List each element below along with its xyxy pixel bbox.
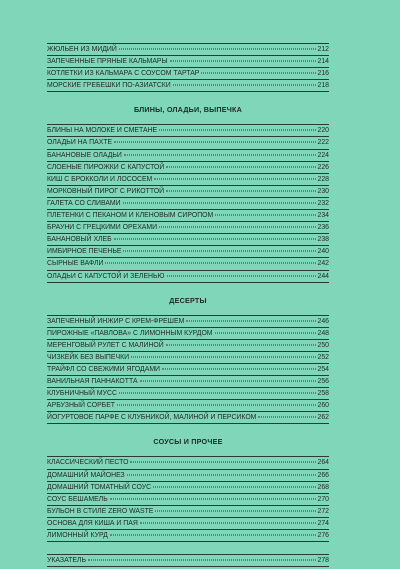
entry-page-number: 258	[317, 390, 329, 398]
dot-leader	[201, 73, 315, 74]
dot-leader	[173, 85, 316, 86]
entry-page-number: 246	[317, 317, 329, 325]
dot-leader	[123, 202, 316, 203]
dot-leader	[88, 560, 316, 561]
entry-page-number: 228	[317, 175, 329, 183]
entry-title: ОСНОВА ДЛЯ КИША И ПАЯ	[47, 519, 138, 527]
entry-title: БАНАНОВЫЕ ОЛАДЬИ	[47, 151, 122, 159]
toc-entry[interactable]	[47, 364, 329, 375]
entry-page-number: 226	[317, 163, 329, 171]
toc-section	[47, 43, 329, 92]
entry-title: ПИРОЖНЫЕ «ПАВЛОВА» С ЛИМОННЫМ КУРДОМ	[47, 329, 213, 337]
dot-leader	[124, 154, 316, 155]
entry-page-number: 222	[317, 139, 329, 147]
dot-leader	[154, 178, 315, 179]
toc-entry[interactable]	[47, 352, 329, 363]
dot-leader	[110, 535, 316, 536]
toc-entry[interactable]	[47, 518, 329, 529]
entry-page-number: 224	[317, 151, 329, 159]
toc-entry[interactable]	[47, 494, 329, 505]
toc-entry[interactable]	[47, 125, 329, 136]
dot-leader	[110, 498, 316, 499]
entry-title: СОУС БЕШАМЕЛЬ	[47, 495, 108, 503]
entry-page-number: 242	[317, 260, 329, 268]
entry-title: ЧИЗКЕЙК БЕЗ ВЫПЕЧКИ	[47, 353, 130, 361]
entry-title: МОРСКИЕ ГРЕБЕШКИ ПО-АЗИАТСКИ	[47, 82, 171, 90]
entry-title: БУЛЬОН В СТИЛЕ ZERO WASTE	[47, 507, 154, 515]
dot-leader	[140, 381, 316, 382]
entry-title: ЗАПЕЧЕННЫЕ ПРЯНЫЕ КАЛЬМАРЫ	[47, 58, 168, 66]
entry-page-number: 232	[317, 199, 329, 207]
entry-page-number: 238	[317, 236, 329, 244]
entry-page-number: 240	[317, 248, 329, 256]
toc-entry[interactable]	[47, 56, 329, 67]
toc-entry[interactable]	[47, 376, 329, 387]
dot-leader	[166, 344, 316, 345]
toc-entry[interactable]	[47, 80, 329, 91]
dot-leader	[105, 263, 315, 264]
toc-entry[interactable]	[47, 198, 329, 209]
entry-title: КОТЛЕТКИ ИЗ КАЛЬМАРА С СОУСОМ ТАРТАР	[47, 70, 200, 78]
entry-page-number: 262	[317, 414, 329, 422]
entry-page-number: 248	[317, 329, 329, 337]
entry-title: ВАНИЛЬНАЯ ПАННАКОТТА	[47, 378, 138, 386]
entry-title: МЕРЕНГОВЫЙ РУЛЕТ С МАЛИНОЙ	[47, 341, 164, 349]
entry-page-number: 270	[317, 495, 329, 503]
entry-page-number: 220	[317, 127, 329, 135]
entry-title: КИШ С БРОККОЛИ И ЛОСОСЕМ	[47, 175, 153, 183]
section-heading-wrap	[47, 296, 329, 315]
toc-entry[interactable]	[47, 222, 329, 233]
entry-title: ИМБИРНОЕ ПЕЧЕНЬЕ	[47, 248, 122, 256]
dot-leader	[166, 166, 315, 167]
dot-leader	[166, 190, 315, 191]
entry-page-number: 252	[317, 353, 329, 361]
toc-entry[interactable]	[47, 137, 329, 148]
divider-rule	[47, 566, 329, 567]
toc-entry[interactable]	[47, 258, 329, 269]
toc-entry[interactable]	[47, 234, 329, 245]
entry-page-number: 278	[317, 557, 329, 565]
toc-entry[interactable]	[47, 246, 329, 257]
entry-page-number: 260	[317, 402, 329, 410]
dot-leader	[215, 332, 316, 333]
dot-leader	[127, 474, 316, 475]
toc-entry[interactable]	[47, 328, 329, 339]
section-heading: ДЕСЕРТЫ	[169, 295, 207, 305]
dot-leader	[140, 522, 316, 523]
toc-entry[interactable]	[47, 162, 329, 173]
section-heading-wrap	[47, 105, 329, 124]
toc-entry[interactable]	[47, 388, 329, 399]
toc-entry[interactable]	[47, 316, 329, 327]
dot-leader	[123, 251, 315, 252]
entry-title: ЖЮЛЬЕН ИЗ МИДИЙ	[47, 46, 117, 53]
entry-title: АРБУЗНЫЙ СОРБЕТ	[47, 402, 115, 410]
section-heading: СОУСЫ И ПРОЧЕЕ	[153, 437, 223, 447]
dot-leader	[167, 275, 316, 276]
entry-title: ГАЛЕТА СО СЛИВАМИ	[47, 199, 121, 207]
entry-page-number: 236	[317, 224, 329, 232]
entry-title: ЛИМОННЫЙ КУРД	[47, 532, 108, 539]
toc-entry[interactable]	[47, 174, 329, 185]
entry-title: БАНАНОВЫЙ ХЛЕБ	[47, 236, 112, 244]
dot-leader	[153, 486, 315, 487]
toc-entry[interactable]	[47, 482, 329, 493]
toc-entry[interactable]	[47, 400, 329, 411]
entry-title: ОЛАДЬИ НА ПАХТЕ	[47, 139, 113, 147]
dot-leader	[114, 142, 315, 143]
dot-leader	[215, 215, 315, 216]
section-heading: БЛИНЫ, ОЛАДЬИ, ВЫПЕЧКА	[134, 105, 242, 115]
dot-leader	[130, 462, 315, 463]
dot-leader	[159, 227, 315, 228]
toc-entry[interactable]	[47, 457, 329, 468]
entry-page-number: 234	[317, 212, 329, 220]
entry-title: ЗАПЕЧЕННЫЙ ИНЖИР С КРЕМ-ФРЕШЕМ	[47, 317, 185, 325]
section-spacer	[47, 283, 329, 296]
entry-page-number: 214	[317, 58, 329, 66]
entry-title: ПЛЕТЕНКИ С ПЕКАНОМ И КЛЕНОВЫМ СИРОПОМ	[47, 212, 214, 220]
entry-title: ТРАЙФЛ СО СВЕЖИМИ ЯГОДАМИ	[47, 365, 161, 373]
toc-entry-index[interactable]	[47, 555, 329, 566]
toc-entry[interactable]	[47, 150, 329, 161]
toc-entry[interactable]	[47, 506, 329, 517]
dot-leader	[155, 510, 315, 511]
entry-title: КЛАССИЧЕСКИЙ ПЕСТО	[47, 459, 129, 467]
toc-section	[47, 424, 329, 542]
entry-title: ДОМАШНИЙ МАЙОНЕЗ	[47, 471, 125, 479]
toc-section	[47, 283, 329, 425]
entry-page-number: 230	[317, 187, 329, 195]
dot-leader	[117, 405, 316, 406]
dot-leader	[186, 320, 315, 321]
entry-page-number: 216	[317, 70, 329, 78]
toc-entry[interactable]	[47, 530, 329, 541]
entry-title: МОРКОВНЫЙ ПИРОГ С РИКОТТОЙ	[47, 187, 165, 195]
table-of-contents	[47, 43, 329, 567]
entry-title: БЛИНЫ НА МОЛОКЕ И СМЕТАНЕ	[47, 127, 158, 135]
entry-title: УКАЗАТЕЛЬ	[47, 557, 86, 565]
entry-page-number: 268	[317, 483, 329, 491]
entry-title: СЫРНЫЕ ВАФЛИ	[47, 260, 104, 268]
dot-leader	[119, 393, 316, 394]
entry-page-number: 254	[317, 365, 329, 373]
toc-entry[interactable]	[47, 210, 329, 221]
section-spacer	[47, 92, 329, 105]
dot-leader	[170, 61, 316, 62]
section-heading-wrap	[47, 437, 329, 456]
toc-entry[interactable]	[47, 340, 329, 351]
dot-leader	[131, 356, 315, 357]
entry-page-number: 218	[317, 82, 329, 90]
dot-leader	[159, 130, 315, 131]
entry-page-number: 266	[317, 471, 329, 479]
entry-page-number: 212	[317, 46, 329, 53]
entry-page-number: 276	[317, 532, 329, 539]
entry-page-number: 264	[317, 459, 329, 467]
dot-leader	[114, 239, 316, 240]
section-spacer	[47, 424, 329, 437]
dot-leader	[162, 368, 315, 369]
entry-title: ЙОГУРТОВОЕ ПАРФЕ С КЛУБНИКОЙ, МАЛИНОЙ И ПЕРСИКОМ	[47, 414, 257, 422]
entry-title: ДОМАШНИЙ ТОМАТНЫЙ СОУС	[47, 483, 152, 491]
entry-page-number: 250	[317, 341, 329, 349]
index-spacer	[47, 542, 329, 554]
toc-entry[interactable]	[47, 68, 329, 79]
toc-entry[interactable]	[47, 186, 329, 197]
toc-section	[47, 92, 329, 282]
entry-page-number: 244	[317, 272, 329, 280]
dot-leader	[258, 417, 315, 418]
entry-title: БРАУНИ С ГРЕЦКИМИ ОРЕХАМИ	[47, 224, 158, 232]
toc-entry[interactable]	[47, 44, 329, 55]
entry-title: ОЛАДЬИ С КАПУСТОЙ И ЗЕЛЕНЬЮ	[47, 272, 165, 280]
toc-entry[interactable]	[47, 412, 329, 423]
dot-leader	[119, 49, 316, 50]
entry-title: СЛОЕНЫЕ ПИРОЖКИ С КАПУСТОЙ	[47, 163, 165, 171]
toc-entry[interactable]	[47, 470, 329, 481]
entry-title: КЛУБНИЧНЫЙ МУСС	[47, 390, 117, 398]
toc-entry[interactable]	[47, 271, 329, 282]
entry-page-number: 272	[317, 507, 329, 515]
entry-page-number: 274	[317, 519, 329, 527]
entry-page-number: 256	[317, 378, 329, 386]
